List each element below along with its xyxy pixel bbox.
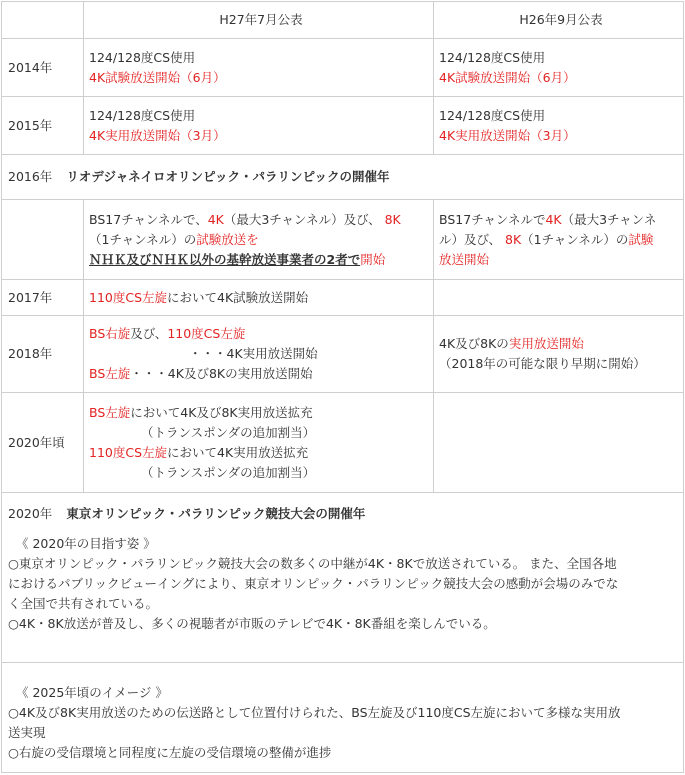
year-2020: 2020年	[8, 506, 53, 521]
event-2016-cell	[2, 155, 684, 200]
vision-2020-line1: ○東京オリンピック・パラリンピック競技大会の数多くの中継が4K・8Kで放送されている。 また、全国各地	[8, 556, 617, 571]
text-2018-h26-line1: 4K及び8Kの実用放送開始	[439, 336, 584, 351]
text-2014-h26-cs: 124/128度CS使用	[439, 49, 546, 65]
vision-2025-cell	[2, 663, 684, 773]
cell-2017-h27	[84, 280, 434, 316]
cell-2014-h26	[434, 39, 684, 97]
header-row	[2, 2, 684, 39]
text-2015-h26-start: 4K実用放送開始（3月）	[439, 127, 576, 143]
event-2020-line	[8, 504, 683, 524]
text-2020-h27-line3: 110度CS左旋において4K実用放送拡充	[89, 444, 309, 460]
year-2016: 2016年	[8, 169, 53, 184]
cell-2015-h27	[84, 97, 434, 155]
vision-2025-line2: 送実現	[8, 725, 46, 740]
text-2014-h27-start: 4K試験放送開始（6月）	[89, 69, 226, 85]
year-2015: 2015年	[2, 97, 84, 155]
cell-2015-h26	[434, 97, 684, 155]
row-2020-approx	[2, 393, 684, 493]
cell-2017-h26	[434, 280, 684, 316]
text-2015-h27-start: 4K実用放送開始（3月）	[89, 127, 226, 143]
cell-2020-h26	[434, 393, 684, 493]
text-2016-h26-line1: BS17チャンネルで4K（最大3チャンネ	[439, 211, 657, 227]
event-2016-rio: リオデジャネイロオリンピック・パラリンピックの開催年	[66, 169, 390, 184]
text-2018-h26-line2: （2018年の可能な限り早期に開始）	[439, 356, 646, 371]
text-2018-h27-line2: ・・・4K実用放送開始	[189, 346, 318, 361]
text-2016-h26-line2: ル）及び、 8K（1チャンネル）の試験	[439, 231, 654, 247]
text-2016-h27-line2: （1チャンネル）の試験放送を	[89, 231, 259, 247]
vision-2020-title: 《 2020年の目指す姿 》	[16, 536, 156, 551]
vision-2025-line3: ○右旋の受信環境と同程度に左旋の受信環境の整備が進捗	[8, 745, 332, 760]
year-2016-empty	[2, 200, 84, 280]
text-2020-h27-line4: （トランスポンダの追加割当）	[141, 464, 316, 480]
event-2020-tokyo: 東京オリンピック・パラリンピック競技大会の開催年	[66, 506, 366, 521]
row-2025-vision	[2, 663, 684, 773]
row-2020-vision	[2, 493, 684, 663]
text-2018-h27-line1: BS右旋及び、110度CS左旋	[89, 326, 246, 341]
text-2020-h27-line2: （トランスポンダの追加割当）	[141, 424, 316, 440]
header-corner-cell	[2, 2, 84, 39]
text-2015-h26-cs: 124/128度CS使用	[439, 107, 546, 123]
cell-2020-h27	[84, 393, 434, 493]
vision-2020-line4: ○4K・8K放送が普及し、多くの視聴者が市販のテレビで4K・8K番組を楽しんでいる。	[8, 616, 496, 631]
broadcast-roadmap-table	[1, 1, 684, 773]
vision-2025-title: 《 2025年頃のイメージ 》	[16, 685, 168, 700]
year-2014: 2014年	[2, 39, 84, 97]
row-2018	[2, 316, 684, 393]
text-2014-h26-start: 4K試験放送開始（6月）	[439, 69, 576, 85]
text-2017-h27: 110度CS左旋において4K試験放送開始	[89, 289, 309, 305]
vision-2020-cell	[2, 493, 684, 663]
text-2015-h27-cs: 124/128度CS使用	[89, 107, 196, 123]
vision-2020-line3: く全国で共有されている。	[8, 596, 159, 611]
vision-2020-line2: におけるパブリックビューイングにより、東京オリンピック・パラリンピック競技大会の感動が会場のみでな	[8, 576, 619, 591]
text-2018-h27-line3: BS左旋・・・4K及び8Kの実用放送開始	[89, 366, 313, 381]
cell-2018-h27	[84, 316, 434, 393]
cell-2016-h26	[434, 200, 684, 280]
year-2017: 2017年	[2, 280, 84, 316]
row-2017	[2, 280, 684, 316]
year-2020-approx: 2020年頃	[2, 393, 84, 493]
text-2020-h27-line1: BS左旋において4K及び8K実用放送拡充	[89, 404, 313, 420]
year-2018: 2018年	[2, 316, 84, 393]
vision-2025-line1: ○4K及び8K実用放送のための伝送路として位置付けられた、BS左旋及び110度CS左旋において多様な実用放	[8, 705, 621, 720]
cell-2016-h27	[84, 200, 434, 280]
cell-2014-h27	[84, 39, 434, 97]
text-2016-h26-line3: 放送開始	[439, 251, 490, 267]
header-h27: H27年7月公表	[84, 2, 434, 39]
row-2014	[2, 39, 684, 97]
cell-2018-h26	[434, 316, 684, 393]
text-2014-h27-cs: 124/128度CS使用	[89, 49, 196, 65]
row-2016-detail	[2, 200, 684, 280]
row-2016-event	[2, 155, 684, 200]
row-2015	[2, 97, 684, 155]
text-2016-h27-line3: ＮＨＫ及びＮＨＫ以外の基幹放送事業者の2者で開始	[89, 251, 386, 267]
header-h26: H26年9月公表	[434, 2, 684, 39]
text-2016-h27-line1: BS17チャンネルで、4K（最大3チャンネル）及び、 8K	[89, 211, 401, 227]
